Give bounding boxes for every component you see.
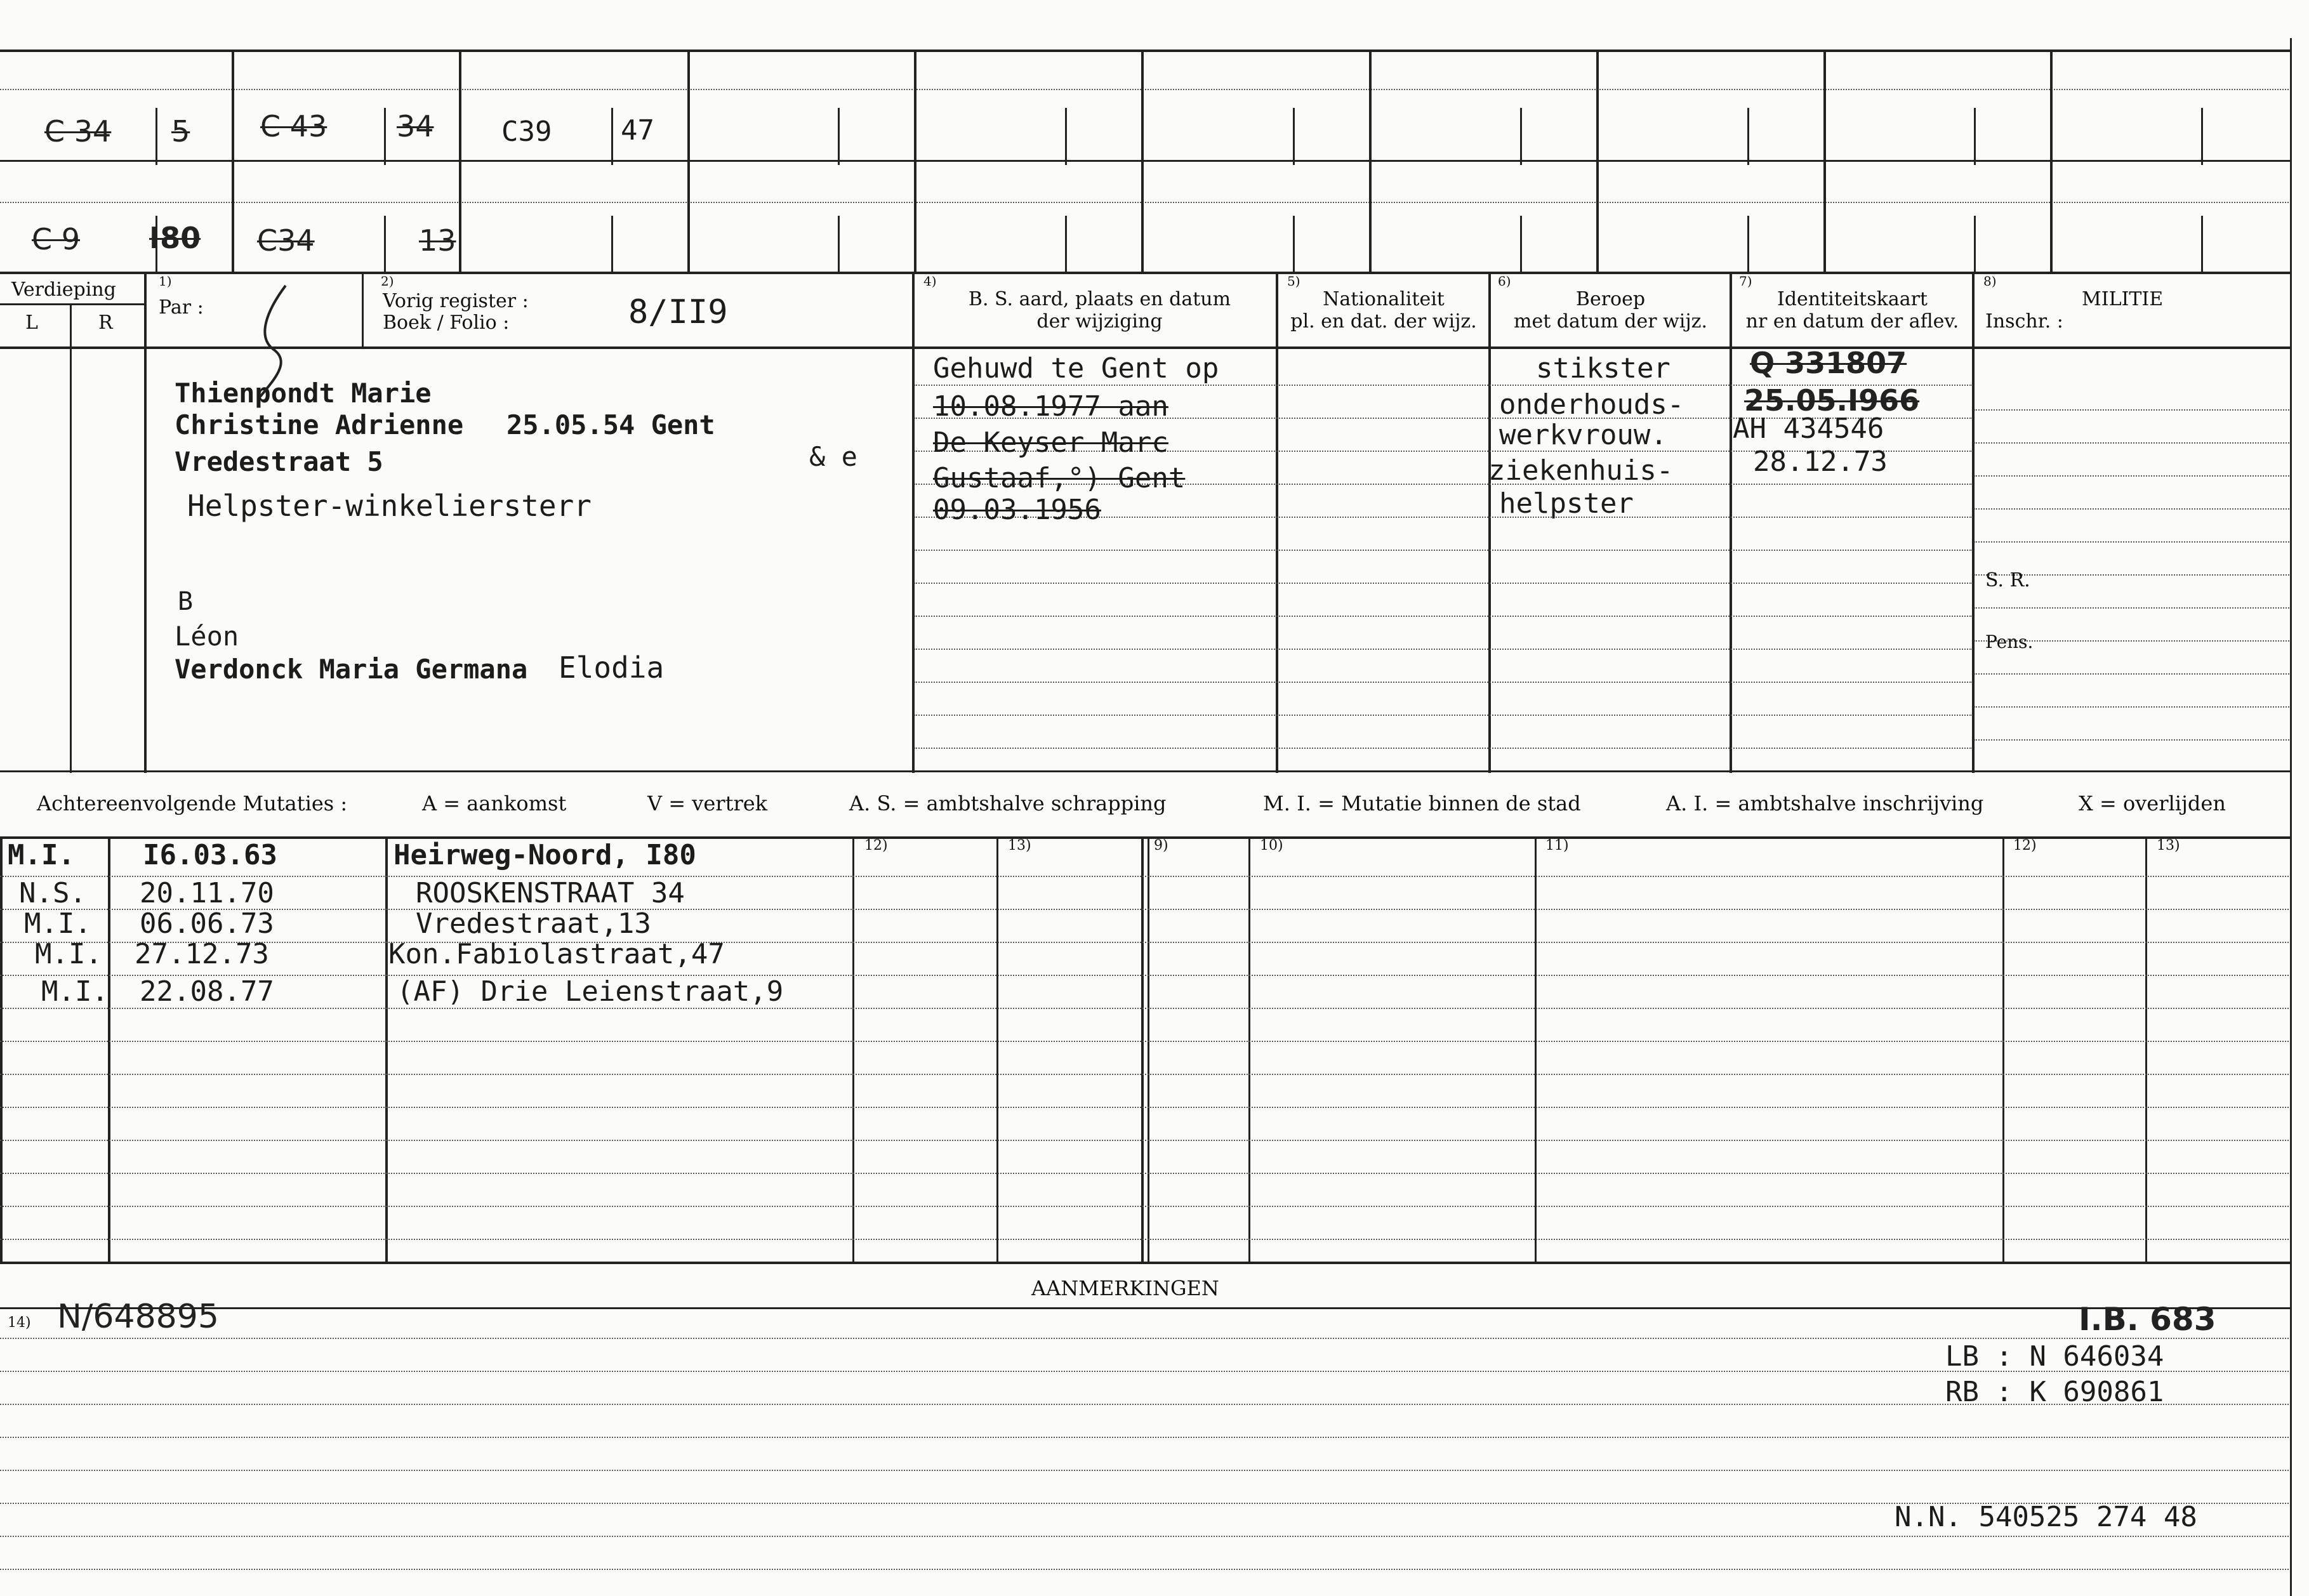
beroep-line2: met datum der wijz. xyxy=(1514,310,1707,333)
r-label: R xyxy=(98,312,113,334)
mut-vline xyxy=(1141,836,1144,1262)
dotted-rule xyxy=(0,1140,2291,1141)
legend-v: V = vertrek xyxy=(647,791,768,815)
mut-col-12: 12) xyxy=(864,838,888,854)
top-sub-vline xyxy=(2201,108,2203,165)
mother-name: Verdonck Maria Germana xyxy=(175,654,528,685)
dotted-rule xyxy=(0,1206,2291,1207)
mut-vline xyxy=(996,836,998,1262)
code-c34: C 34 xyxy=(44,114,112,148)
id-4: 28.12.73 xyxy=(1753,445,1888,478)
mut-vline xyxy=(1148,836,1149,1262)
mut-addr-2: ROOSKENSTRAAT 34 xyxy=(416,877,685,909)
dotted-rule xyxy=(1974,475,2291,477)
top-sub-vline xyxy=(384,216,386,273)
remarks-ib: I.B. 683 xyxy=(2079,1301,2216,1338)
top-border xyxy=(0,49,2291,52)
dotted-rule xyxy=(0,876,2291,877)
bs-line-2: 10.08.1977 aan xyxy=(933,390,1168,423)
top-dotline-1 xyxy=(0,89,2291,90)
code-13: 13 xyxy=(419,223,456,258)
pens-label: Pens. xyxy=(1985,631,2034,652)
remarks-lb: LB : N 646034 xyxy=(1945,1340,2164,1373)
top-sub-vline xyxy=(1065,216,1067,273)
mut-date-3: 06.06.73 xyxy=(140,907,274,940)
legend-x: X = overlijden xyxy=(2079,791,2226,815)
person-birth: 25.05.54 Gent xyxy=(506,409,715,440)
id-num: 7) xyxy=(1739,274,1752,289)
mut-date-1: I6.03.63 xyxy=(143,839,277,871)
father-name: Léon xyxy=(175,621,239,652)
dotted-rule xyxy=(1974,442,2291,444)
mut-col-10b: 10) xyxy=(1260,838,1283,854)
bs-line-1: Gehuwd te Gent op xyxy=(933,352,1219,385)
lr-divider xyxy=(70,303,72,773)
verdieping-label: Verdieping xyxy=(11,279,116,301)
mut-vline xyxy=(852,836,854,1262)
dotted-rule xyxy=(1974,673,2291,675)
id-3: AH 434546 xyxy=(1733,412,1884,445)
dotted-rule xyxy=(914,649,1973,650)
dotted-rule xyxy=(1974,739,2291,741)
bs-line1: B. S. aard, plaats en datum xyxy=(968,288,1231,310)
top-sub-vline xyxy=(838,108,840,165)
dotted-rule xyxy=(1974,607,2291,609)
legend-mi: M. I. = Mutatie binnen de stad xyxy=(1263,791,1581,815)
dotted-rule xyxy=(914,682,1973,683)
person-name2: Christine Adrienne xyxy=(175,409,464,440)
mut-code-5: M.I. xyxy=(41,975,109,1008)
legend-as: A. S. = ambtshalve schrapping xyxy=(849,791,1167,815)
code-i80: I80 xyxy=(149,221,201,255)
person-symbol: & e xyxy=(809,441,857,472)
top-vline xyxy=(459,49,461,272)
bs-line2: der wijziging xyxy=(1036,310,1163,333)
inschr-label: Inschr. : xyxy=(1985,310,2063,333)
mutations-bottom-border xyxy=(0,1262,2291,1264)
mut-vline xyxy=(1535,836,1537,1262)
col-divider-nat xyxy=(1276,272,1278,773)
militie-label: MILITIE xyxy=(2082,288,2164,310)
sr-label: S. R. xyxy=(1985,569,2030,591)
top-vline xyxy=(914,49,916,272)
beroep-5: helpster xyxy=(1499,487,1634,520)
top-sub-vline xyxy=(1747,108,1749,165)
mut-col-12b: 12) xyxy=(2013,838,2037,854)
top-vline xyxy=(2050,49,2053,272)
dotted-rule xyxy=(0,1470,2291,1471)
bs-line-3: De Keyser Marc xyxy=(933,426,1168,459)
remarks-num: 14) xyxy=(8,1315,31,1331)
top-sub-vline xyxy=(1293,108,1295,165)
id-2: 25.05.I966 xyxy=(1744,383,1920,418)
mut-vline xyxy=(385,836,388,1262)
dotted-rule xyxy=(1974,508,2291,510)
dotted-rule xyxy=(0,975,2291,976)
dotted-rule xyxy=(914,748,1973,749)
top-sub-vline xyxy=(611,216,613,273)
top-sub-vline xyxy=(1520,108,1522,165)
dotted-rule xyxy=(0,1107,2291,1108)
top-sub-vline xyxy=(1065,108,1067,165)
top-sub-vline xyxy=(384,108,386,165)
father-initial: B xyxy=(178,587,194,616)
mut-addr-3: Vredestraat,13 xyxy=(416,907,651,940)
dotted-rule xyxy=(1974,409,2291,411)
dotted-rule xyxy=(0,1008,2291,1009)
mut-vline xyxy=(2002,836,2004,1262)
dotted-rule xyxy=(914,550,1973,551)
top-vline xyxy=(1596,49,1599,272)
top-sub-vline xyxy=(611,108,613,165)
top-sub-vline xyxy=(1520,216,1522,273)
top-sub-vline xyxy=(1747,216,1749,273)
mutaties-title: Achtereenvolgende Mutaties : xyxy=(37,791,348,815)
dotted-rule xyxy=(1974,706,2291,708)
col-divider-beroep xyxy=(1488,272,1491,773)
code-47: 47 xyxy=(621,114,654,147)
col-divider-par xyxy=(362,272,364,346)
beroep-line1: Beroep xyxy=(1575,288,1646,310)
dotted-rule xyxy=(0,1569,2291,1570)
beroep-3: werkvrouw. xyxy=(1499,419,1667,451)
mother-extra: Elodia xyxy=(559,650,665,685)
mut-vline xyxy=(2145,836,2147,1262)
nat-line2: pl. en dat. der wijz. xyxy=(1290,310,1477,333)
mut-addr-4: Kon.Fabiolastraat,47 xyxy=(388,938,725,970)
nat-num: 5) xyxy=(1287,274,1300,289)
bs-num: 4) xyxy=(923,274,937,289)
mut-vline xyxy=(1248,836,1250,1262)
mut-code-2: N.S. xyxy=(19,877,86,909)
beroep-1: stikster xyxy=(1536,352,1671,385)
verdieping-subline xyxy=(0,303,144,305)
col-divider-verdieping xyxy=(144,272,147,773)
legend-ai: A. I. = ambtshalve inschrijving xyxy=(1666,791,1984,815)
dotted-rule xyxy=(914,583,1973,584)
bs-line-5: 09.03.1956 xyxy=(933,494,1101,526)
mut-col-9b: 9) xyxy=(1154,838,1168,854)
mut-date-4: 27.12.73 xyxy=(135,938,269,970)
bs-line-4: Gustaaf,°) Gent xyxy=(933,462,1186,494)
id-line1: Identiteitskaart xyxy=(1777,288,1928,310)
mut-date-2: 20.11.70 xyxy=(140,877,274,909)
right-edge xyxy=(2290,38,2292,1596)
code-34: 34 xyxy=(397,109,434,143)
dotted-rule xyxy=(914,616,1973,617)
mut-code-4: M.I. xyxy=(35,938,102,970)
mut-col-11b: 11) xyxy=(1545,838,1569,854)
mut-vline xyxy=(108,836,110,1262)
code-c9: C 9 xyxy=(32,222,81,256)
header-bottom-border xyxy=(0,346,2291,349)
mut-code-3: M.I. xyxy=(24,907,91,940)
remarks-top-line xyxy=(0,1307,2291,1309)
id-1: Q 331807 xyxy=(1750,346,1907,380)
remarks-nn: N.N. 540525 274 48 xyxy=(1895,1501,2197,1533)
mut-date-5: 22.08.77 xyxy=(140,975,274,1008)
remarks-title: AANMERKINGEN xyxy=(1031,1276,1219,1300)
boek-folio-value: 8/II9 xyxy=(628,293,728,331)
top-midline xyxy=(0,160,2291,162)
remarks-rb: RB : K 690861 xyxy=(1945,1376,2164,1408)
legend-a: A = aankomst xyxy=(422,791,567,815)
par-num: 1) xyxy=(159,274,172,289)
person-address: Vredestraat 5 xyxy=(175,446,383,477)
nat-line1: Nationaliteit xyxy=(1323,288,1445,310)
dotted-rule xyxy=(0,1041,2291,1042)
mut-addr-5: (AF) Drie Leienstraat,9 xyxy=(397,975,784,1008)
dotted-rule xyxy=(0,1173,2291,1174)
beroep-2: onderhouds- xyxy=(1499,388,1684,421)
top-sub-vline xyxy=(155,108,157,165)
l-label: L xyxy=(25,312,38,334)
boek-folio-label: Boek / Folio : xyxy=(383,312,510,334)
dotted-rule xyxy=(0,1239,2291,1240)
top-sub-vline xyxy=(2201,216,2203,273)
beroep-4: ziekenhuis- xyxy=(1488,454,1674,487)
dotted-rule xyxy=(0,1074,2291,1075)
mil-num: 8) xyxy=(1983,274,1997,289)
vorig-register-label: Vorig register : xyxy=(383,290,529,312)
dotted-rule xyxy=(1974,541,2291,543)
mut-col-13: 13) xyxy=(1008,838,1031,854)
col-divider-id xyxy=(1730,272,1732,773)
par-arrow-icon xyxy=(248,279,317,400)
mut-vline xyxy=(0,836,3,1262)
body-bottom-border xyxy=(0,770,2291,772)
mut-addr-1: Heirweg-Noord, I80 xyxy=(394,839,696,871)
dotted-rule xyxy=(0,942,2291,943)
dotted-rule xyxy=(0,909,2291,910)
remarks-code: N/648895 xyxy=(57,1298,219,1336)
par-label: Par : xyxy=(159,296,204,319)
top-vline xyxy=(1823,49,1826,272)
vorig-num: 2) xyxy=(381,274,394,289)
mutations-top-border xyxy=(0,836,2291,839)
mut-code-1: M.I. xyxy=(8,839,75,871)
code-c34b: C34 xyxy=(257,223,315,258)
top-vline xyxy=(1369,49,1372,272)
person-name1: Thienpondt Marie xyxy=(175,378,432,409)
top-sub-vline xyxy=(838,216,840,273)
top-vline xyxy=(1141,49,1144,272)
mut-col-13b: 13) xyxy=(2157,838,2180,854)
top-vline xyxy=(232,49,234,272)
code-c39: C39 xyxy=(501,115,552,148)
id-line2: nr en datum der aflev. xyxy=(1745,310,1959,333)
col-divider-militie xyxy=(1972,272,1975,773)
col-divider-bs xyxy=(912,272,915,773)
beroep-num: 6) xyxy=(1498,274,1511,289)
top-dotline-2 xyxy=(0,202,2291,203)
dotted-rule xyxy=(0,1536,2291,1537)
top-sub-vline xyxy=(1293,216,1295,273)
dotted-rule xyxy=(0,1437,2291,1438)
dotted-rule xyxy=(914,715,1973,716)
person-job: Helpster-winkeliersterr xyxy=(187,489,592,523)
top-vline xyxy=(687,49,690,272)
top-sub-vline xyxy=(1974,216,1976,273)
top-sub-vline xyxy=(1974,108,1976,165)
code-c43: C 43 xyxy=(260,109,327,143)
code-5: 5 xyxy=(171,114,190,148)
header-top-border xyxy=(0,272,2291,274)
dotted-rule xyxy=(0,1338,2291,1339)
